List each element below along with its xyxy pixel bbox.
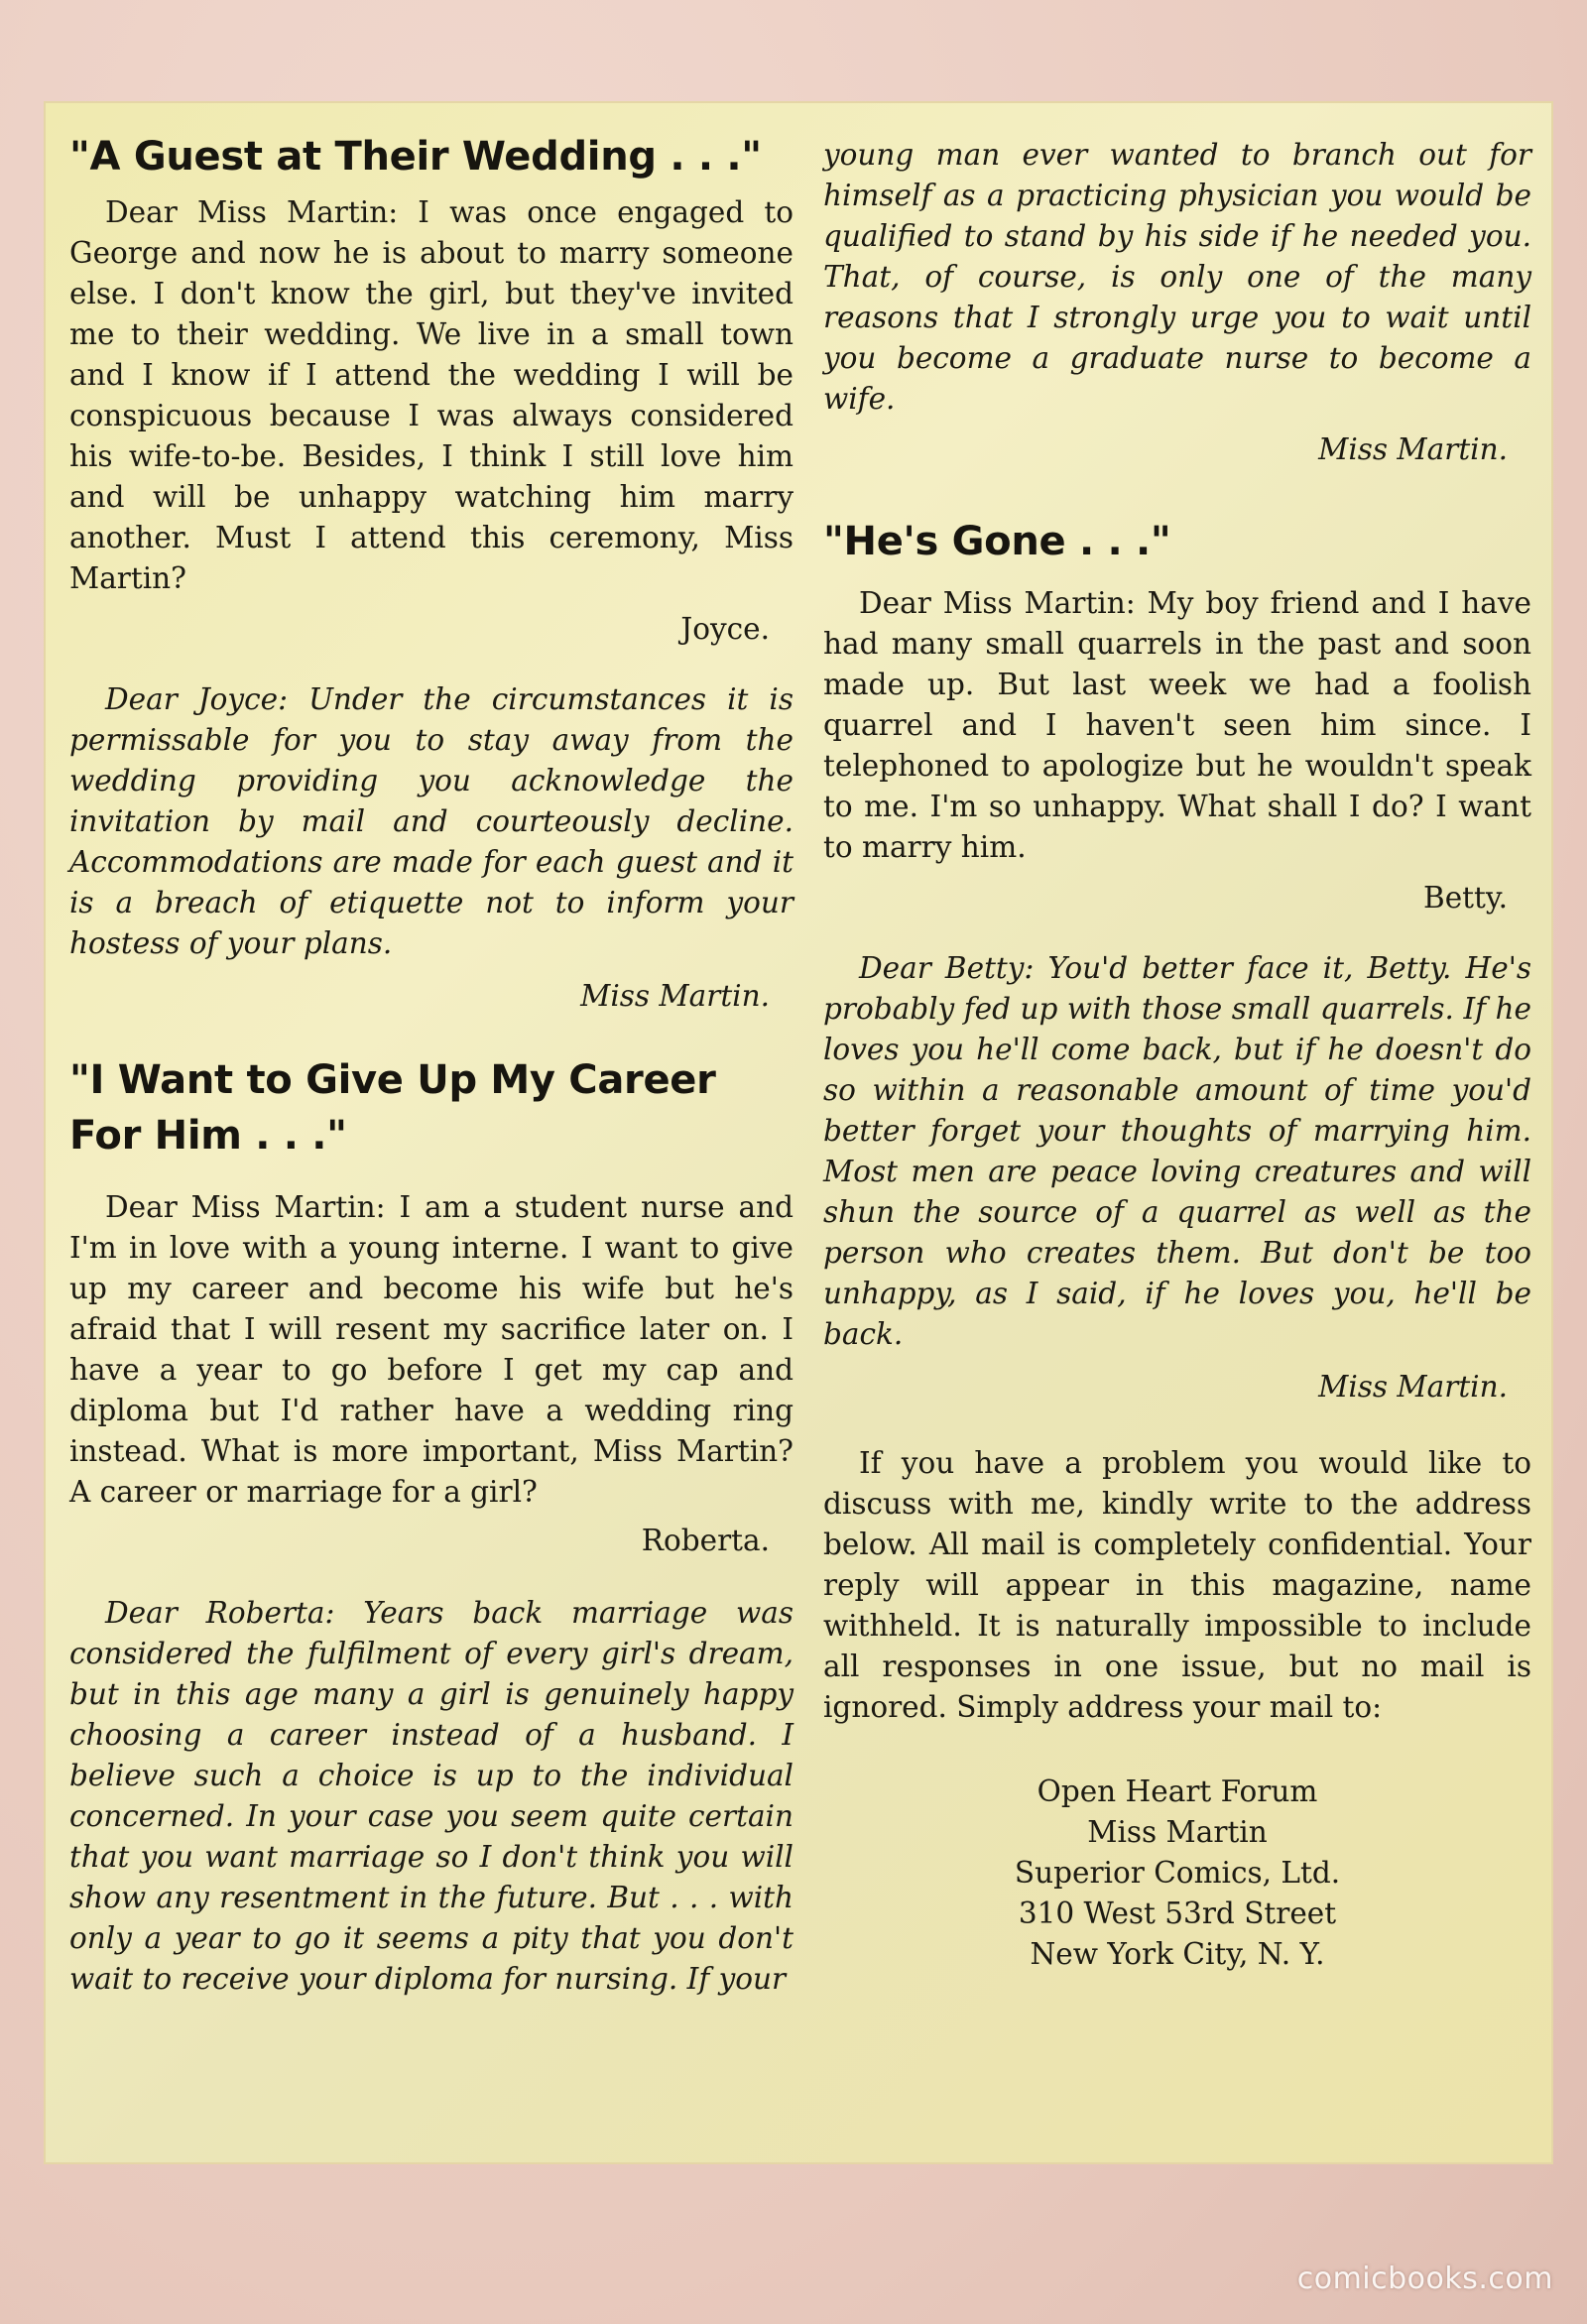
letter-joyce: Dear Miss Martin: I was once engaged to George and now he is about to marry someone else. I don't know the girl, but they've invited me to their wedding. We live in a small town and I know if I attend the wedding I will be conspicuous because I was always considered his wife-to-be. Besides, I think I still love him and will be unhappy watching him marry another. Must I attend this ceremony, Miss Martin? (69, 195, 794, 595)
heading-give-up-career: "I Want to Give Up My Career For Him . . ." (69, 1057, 716, 1159)
reply-betty: Dear Betty: You'd better face it, Betty. He's probably fed up with those small quarrels. If he loves you he'll come back, but if he doesn't do so within a reasonable amount of time you'd better forget your thoughts of marrying him. Most men are peace loving creatures and will shun the source of a quarrel as well as the person who creates them. But don't be too unhappy, as I said, if he loves you, he'll be back. (823, 951, 1531, 1351)
address-line: Miss Martin (1087, 1815, 1268, 1849)
heading-guest-at-wedding: "A Guest at Their Wedding . . ." (69, 134, 762, 180)
right-column (823, 101, 1531, 1975)
letter-betty: Dear Miss Martin: My boy friend and I have had many small quarrels in the past and soon made up. But last week we had a foolish quarrel and I haven't seen him since. I telephoned to apologize but he wouldn't speak to me. I'm so unhappy. What shall I do? I want to marry him. (823, 586, 1531, 864)
letter-roberta: Dear Miss Martin: I am a student nurse and I'm in love with a young interne. I want to give up my career and become his wife but he's afraid that I will resent my sacrifice later on. I have a year to go before I get my cap and diploma but I'd rather have a wedding ring instead. What is more important, Miss Martin? A career or marriage for a girl? (69, 1190, 794, 1509)
signature-miss-martin-1: Miss Martin. (580, 979, 770, 1013)
reply-joyce: Dear Joyce: Under the circumstances it is permissable for you to stay away from the wedding providing you acknowledge the invitation by mail and courteously decline. Accommodations are made for each guest and it is a breach of etiquette not to inform your hostess of your plans. (69, 682, 794, 960)
mailing-address (823, 1772, 1531, 1975)
left-column (69, 101, 794, 2000)
signature-roberta: Roberta. (641, 1524, 770, 1557)
address-line: Open Heart Forum (1037, 1774, 1318, 1808)
signature-joyce: Joyce. (680, 612, 770, 646)
signature-miss-martin-3: Miss Martin. (1318, 1370, 1508, 1404)
signature-miss-martin-2: Miss Martin. (1318, 432, 1508, 466)
signature-betty: Betty. (1423, 881, 1508, 915)
closing-instructions: If you have a problem you would like to discuss with me, kindly write to the address below. All mail is completely confidential. Your reply will appear in this magazine, name withheld. It is naturally impossible to include all responses in one issue, but no mail is ignored. Simply address your mail to: (823, 1446, 1531, 1724)
address-line: New York City, N. Y. (1030, 1937, 1325, 1971)
site-watermark: comicbooks.com (1296, 2262, 1553, 2296)
address-line: 310 West 53rd Street (1018, 1896, 1337, 1930)
reply-roberta: Dear Roberta: Years back marriage was considered the fulfilment of every girl's dream, but in this age many a girl is genuinely happy choosing a career instead of a husband. I believe such a choice is up to the individual concerned. In your case you seem quite certain that you want marriage so I don't think you will show any resentment in the future. But . . . with only a year to go it seems a pity that you don't wait to receive your diploma for nursing. If your (69, 1596, 794, 1996)
reply-roberta-continued: young man ever wanted to branch out for himself as a practicing physician you would be qualified to stand by his side if he needed you. That, of course, is only one of the many reasons that I strongly urge you to wait until you become a graduate nurse to become a wife. (823, 138, 1531, 416)
heading-hes-gone: "He's Gone . . ." (823, 519, 1171, 564)
advice-column-panel (44, 101, 1553, 2164)
address-line: Superior Comics, Ltd. (1014, 1856, 1341, 1890)
